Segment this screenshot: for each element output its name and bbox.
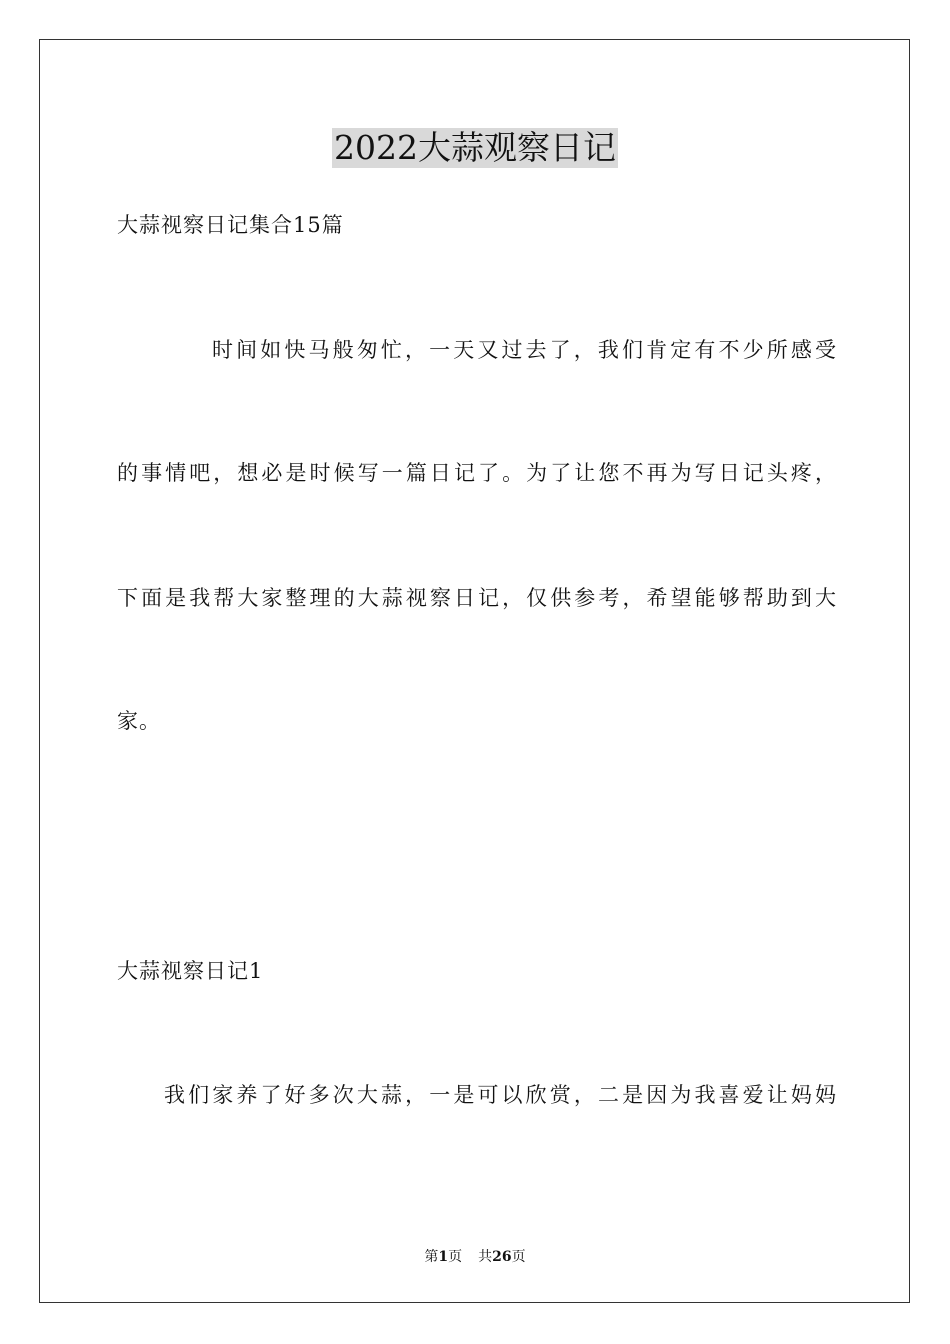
footer-page-suffix: 页 — [448, 1249, 463, 1265]
document-subtitle: 大蒜视察日记集合15篇 — [117, 213, 344, 237]
section-paragraph-line: 我们家养了好多次大蒜，一是可以欣赏，二是因为我喜爱让妈妈 — [164, 1083, 837, 1107]
footer-total-pages: 26 — [492, 1249, 512, 1265]
intro-paragraph-line: 的事情吧，想必是时候写一篇日记了。为了让您不再为写日记头疼， — [117, 461, 837, 485]
intro-paragraph-line: 家。 — [117, 709, 161, 733]
document-title-text: 2022大蒜观察日记 — [334, 128, 616, 167]
footer-total-prefix: 共 — [478, 1249, 493, 1265]
footer-page-prefix: 第 — [424, 1249, 439, 1265]
intro-paragraph-line: 时间如快马般匆忙，一天又过去了，我们肯定有不少所感受 — [212, 338, 837, 362]
page-footer — [0, 1248, 950, 1266]
intro-paragraph-line: 下面是我帮大家整理的大蒜视察日记，仅供参考，希望能够帮助到大 — [117, 586, 837, 610]
footer-page-number: 1 — [438, 1249, 449, 1265]
section-heading: 大蒜视察日记1 — [117, 959, 264, 983]
footer-total-suffix: 页 — [511, 1249, 526, 1265]
document-title — [0, 128, 950, 168]
